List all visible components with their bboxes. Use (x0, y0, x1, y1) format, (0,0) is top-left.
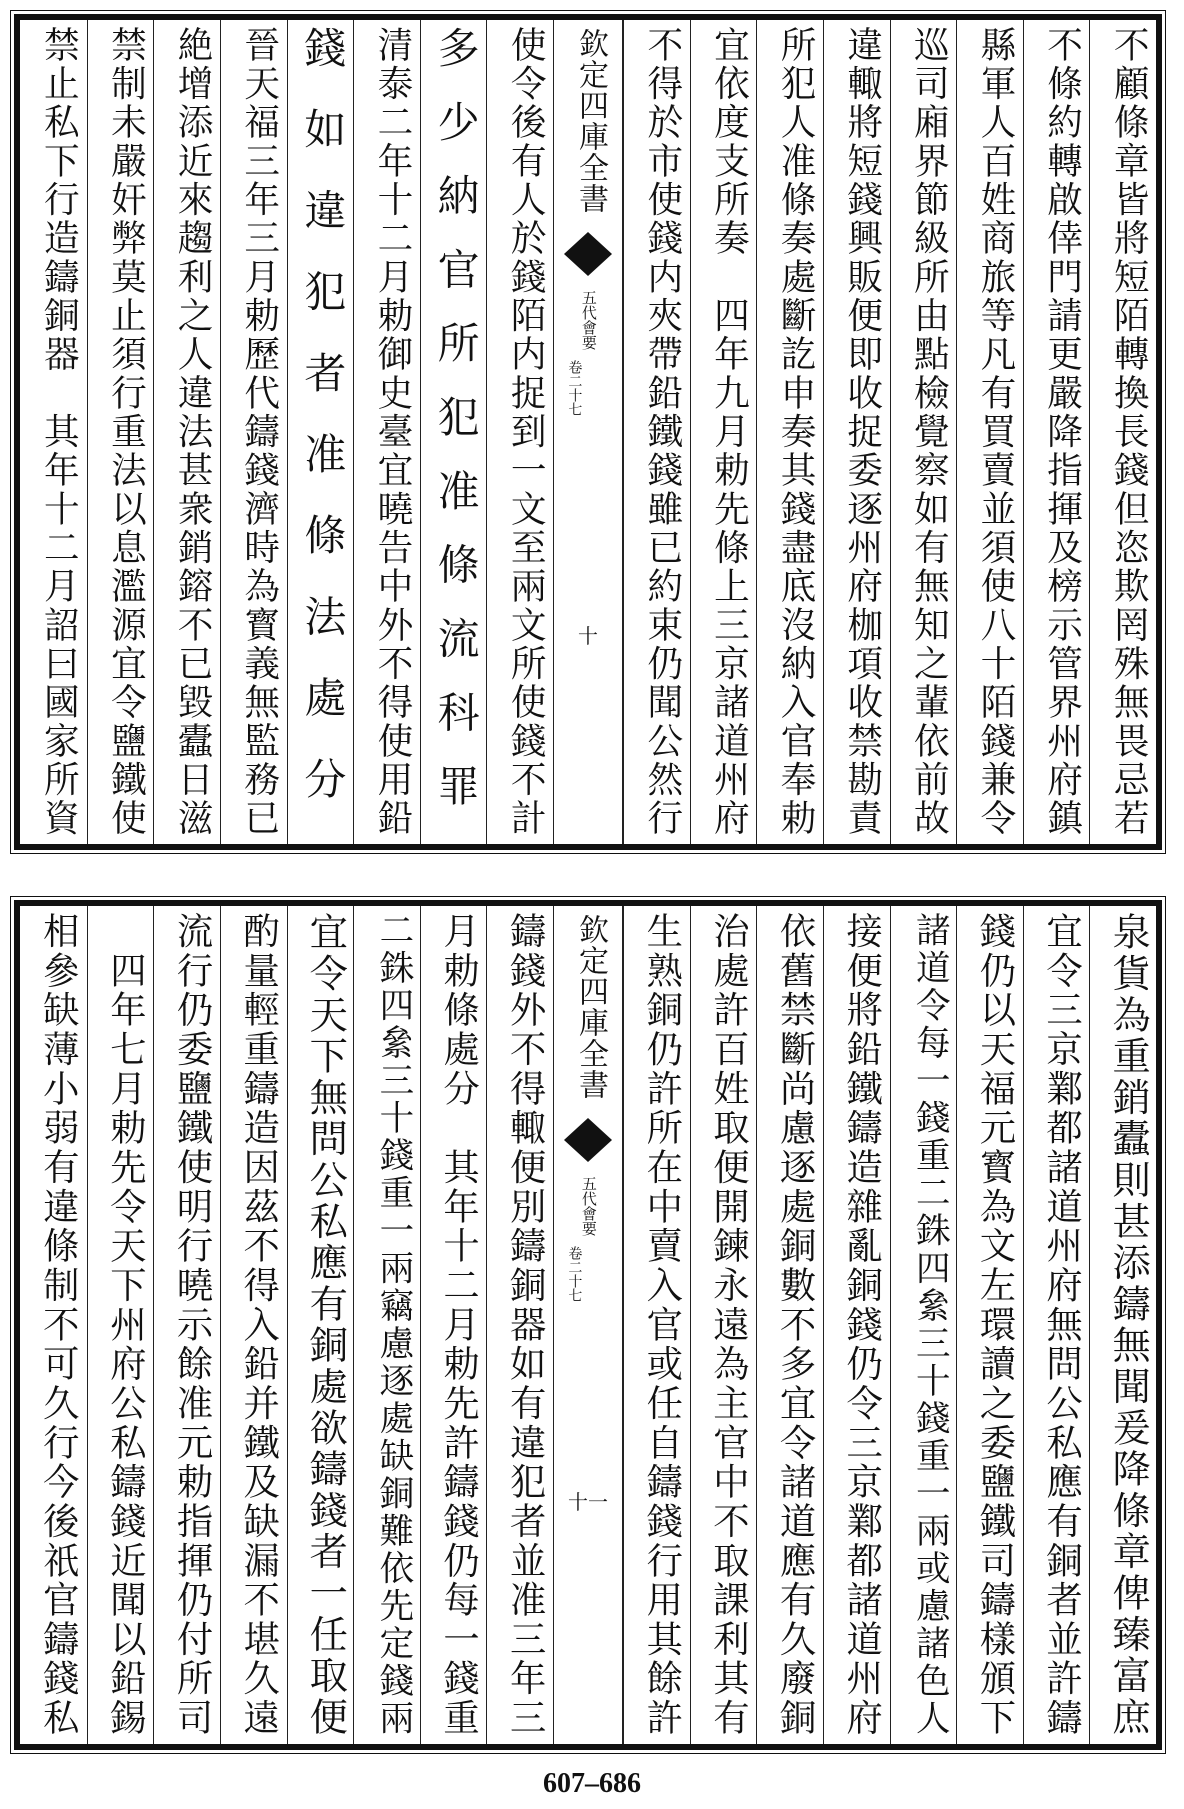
volume-label: 卷二十七 (566, 1246, 583, 1302)
margin-book-name: 五代會要 (579, 1176, 598, 1236)
text-column (690, 906, 757, 1744)
bottom-page-columns (20, 906, 1156, 1744)
text-column (220, 20, 287, 844)
fish-tail-mark (564, 232, 612, 254)
text-column (287, 20, 354, 844)
center-margin-column (553, 20, 623, 844)
leaf-page-number: 十 (578, 624, 598, 648)
text-column (756, 20, 823, 844)
column-text: 相參缺薄小弱有違條制不可久行今後祇官鑄錢私 (37, 912, 81, 1738)
text-column (87, 20, 154, 844)
column-text: 接便將鉛鐵鑄造雜亂銅錢仍令三京鄴都諸道州府 (840, 912, 884, 1738)
column-text: 絶增添近來趨利之人違法甚衆銷鎔不已毀蠹日滋 (172, 26, 214, 838)
column-text: 泉貨為重銷蠹則甚添鑄無聞爰降條章俾臻富庶 (1105, 912, 1151, 1738)
text-column (1023, 20, 1090, 844)
column-text: 晉天福三年三月勅歷代鑄錢濟時為寳義無監務已 (238, 26, 280, 838)
bottom-page-panel (14, 900, 1162, 1750)
column-text: 不條約轉啟倖門請更嚴降指揮及榜示管界州府鎮 (1041, 26, 1083, 838)
text-column (823, 906, 890, 1744)
leaf-page-number: 十一 (568, 1490, 608, 1514)
column-text: 巡司廂界節級所由點檢覺察如有無知之輩依前故 (908, 26, 950, 838)
text-column (890, 906, 957, 1744)
fish-tail-mark (564, 1140, 612, 1162)
column-text: 鑄錢外不得輙便別鑄銅器如有違犯者並准三年三 (504, 912, 548, 1738)
column-text: 生熟銅仍許所在中賣入官或任自鑄錢行用其餘許 (640, 912, 684, 1738)
column-text: 月勅條處分 其年十二月勅先許鑄錢仍每一錢重 (437, 912, 481, 1738)
text-column (420, 20, 487, 844)
book-title: 欽定四庫全書 (573, 914, 608, 1100)
text-column (623, 906, 690, 1744)
text-column (1089, 20, 1156, 844)
text-column (420, 906, 487, 1744)
margin-book-name: 五代會要 (579, 290, 598, 350)
text-column (823, 20, 890, 844)
center-margin-column (553, 906, 623, 1744)
column-text: 禁止私下行造鑄銅器 其年十二月詔曰國家所資 (38, 26, 80, 838)
column-text: 禁制未嚴奸弊莫止須行重法以息濫源宜令鹽鐵使 (105, 26, 147, 838)
column-text: 不得於市使錢内夾帶鉛鐵錢雖已約束仍聞公然行 (641, 26, 683, 838)
column-text: 使令後有人於錢陌内捉到一文至兩文所使錢不計 (505, 26, 547, 838)
column-text: 四年七月勅先令天下州府公私鑄錢近聞以鉛錫 (104, 912, 148, 1738)
column-text: 宜令三京鄴都諸道州府無問公私應有銅者並許鑄 (1040, 912, 1084, 1738)
column-text: 不顧條章皆將短陌轉換長錢但恣欺罔殊無畏忌若 (1108, 26, 1150, 838)
column-text: 錢仍以天福元寳為文左環讀之委鹽鐵司鑄樣頒下 (973, 912, 1017, 1738)
text-column (353, 20, 420, 844)
text-column (756, 906, 823, 1744)
text-column (1023, 906, 1090, 1744)
fish-tail-mark (564, 254, 612, 276)
column-text: 酌量輕重鑄造因茲不得入鉛并鐵及缺漏不堪久遠 (237, 912, 281, 1738)
column-text: 治處許百姓取便開鍊永遠為主官中不取課利其有 (707, 912, 751, 1738)
top-page-panel (14, 14, 1162, 850)
text-column (87, 906, 154, 1744)
column-text: 二銖四絫三十錢重一兩竊慮逐處缺銅難依先定錢兩 (372, 912, 413, 1738)
column-text: 違輙將短錢興販便即收捉委逐州府枷項收禁勘責 (841, 26, 883, 838)
column-text: 清泰二年十二月勅御史臺宜曉告中外不得使用鉛 (371, 26, 413, 838)
text-column (153, 20, 220, 844)
column-text: 依舊禁斷尚慮逐處銅數不多宜令諸道應有久廢銅 (774, 912, 818, 1738)
book-title: 欽定四庫全書 (573, 28, 608, 214)
text-column (956, 906, 1023, 1744)
text-column (1089, 906, 1156, 1744)
text-column (890, 20, 957, 844)
text-column (690, 20, 757, 844)
fish-tail-mark (564, 1118, 612, 1140)
text-column (220, 906, 287, 1744)
text-column (956, 20, 1023, 844)
text-column (486, 906, 553, 1744)
text-column (623, 20, 690, 844)
page-code-footer: 607–686 (543, 1768, 641, 1799)
column-text: 宜令天下無問公私應有銅處欲鑄錢者一任取便 (302, 912, 348, 1738)
text-column (20, 906, 87, 1744)
column-text: 宜依度支所奏 四年九月勅先條上三京諸道州府 (708, 26, 750, 838)
column-text: 諸道令每一錢重二銖四絫三十錢重一兩或慮諸色人 (909, 912, 950, 1738)
column-text: 錢如違犯者准條法處分 (298, 26, 348, 838)
column-text: 縣軍人百姓商旅等凡有買賣並須使八十陌錢兼令 (974, 26, 1016, 838)
column-text: 多少納官所犯准條流科罪 (431, 26, 481, 838)
column-text: 所犯人准條奏處斷訖申奏其錢盡底沒納入官奉勅 (775, 26, 817, 838)
text-column (287, 906, 354, 1744)
volume-label: 卷二十七 (566, 360, 583, 416)
top-page-columns (20, 20, 1156, 844)
text-column (353, 906, 420, 1744)
text-column (153, 906, 220, 1744)
text-column (486, 20, 553, 844)
text-column (20, 20, 87, 844)
column-text: 流行仍委鹽鐵使明行曉示餘准元勅指揮仍付所司 (171, 912, 215, 1738)
